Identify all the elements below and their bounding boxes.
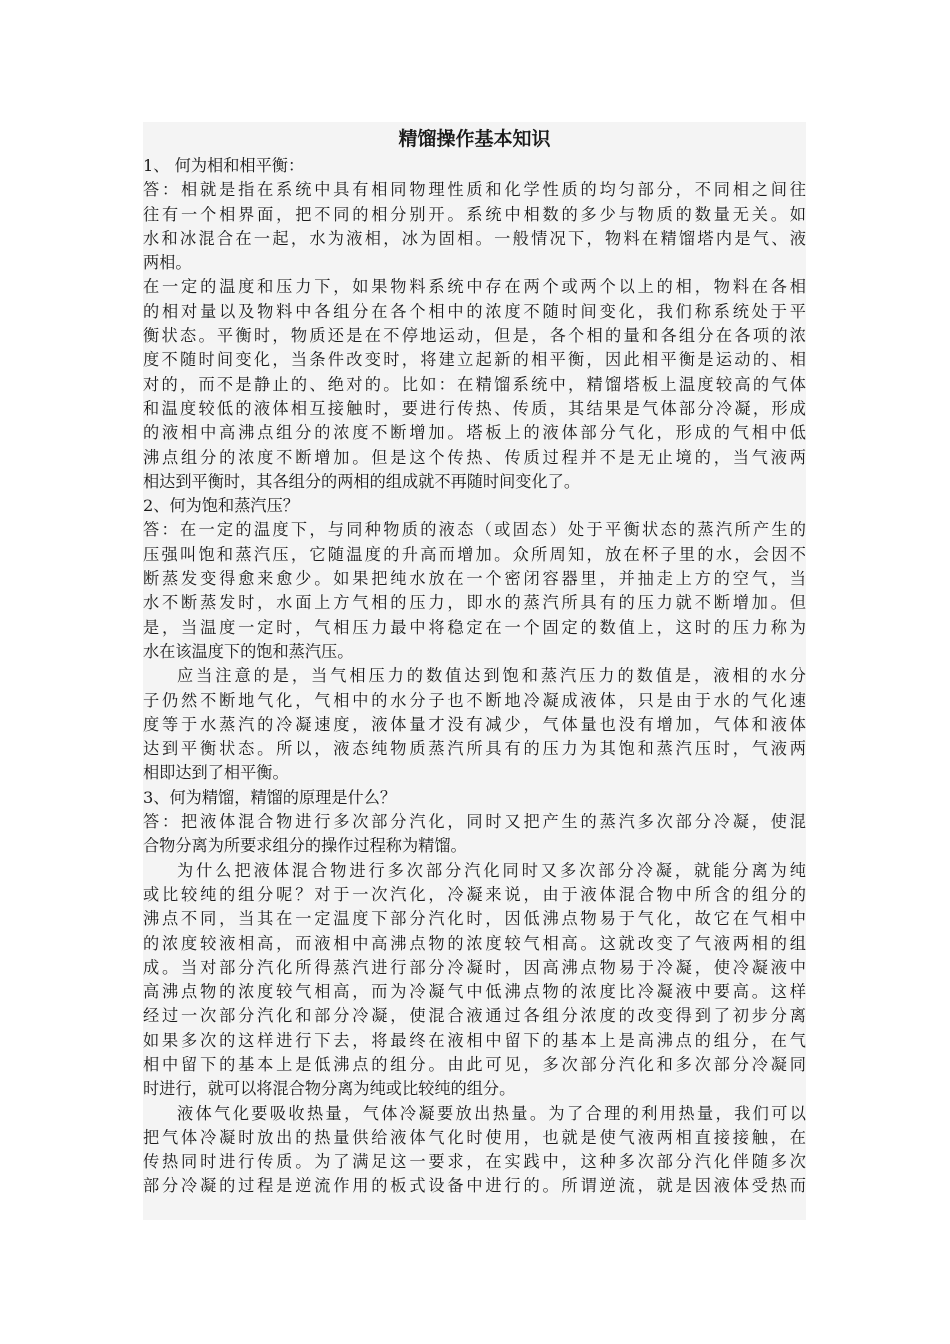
- text-line: 为什么把液体混合物进行多次部分汽化同时又多次部分冷凝，就能分离为纯: [177, 860, 806, 880]
- text-line: 度不随时间变化，当条件改变时，将建立起新的相平衡，因此相平衡是运动的、相: [143, 350, 806, 370]
- text-line: 子仍然不断地气化，气相中的水分子也不断地冷凝成液体，只是由于水的气化速: [143, 690, 806, 710]
- text-line: 2、何为饱和蒸汽压？: [143, 496, 299, 516]
- document-page: [143, 122, 806, 1220]
- text-line: 相即达到了相平衡。: [143, 763, 289, 783]
- document-body: [143, 154, 806, 1199]
- text-line: 两相。: [143, 253, 192, 273]
- text-line: 的液相中高沸点组分的浓度不断增加。塔板上的液体部分气化，形成的气相中低: [143, 423, 806, 443]
- text-line: 传热同时进行传质。为了满足这一要求，在实践中，这种多次部分汽化伴随多次: [143, 1152, 806, 1172]
- text-line: 如果多次的这样进行下去，将最终在液相中留下的基本上是高沸点的组分，在气: [143, 1030, 806, 1050]
- text-line: 的浓度较液相高，而液相中高沸点物的浓度较气相高。这就改变了气液两相的组: [143, 933, 806, 953]
- text-line: 液体气化要吸收热量，气体冷凝要放出热量。为了合理的利用热量，我们可以: [177, 1103, 806, 1123]
- text-line: 和温度较低的液体相互接触时，要进行传热、传质，其结果是气体部分冷凝，形成: [143, 398, 806, 418]
- text-line: 成。当对部分汽化所得蒸汽进行部分冷凝时，因高沸点物易于冷凝，使冷凝液中: [143, 957, 806, 977]
- text-line: 答：把液体混合物进行多次部分汽化，同时又把产生的蒸汽多次部分冷凝，使混: [143, 812, 806, 832]
- text-line: 沸点组分的浓度不断增加。但是这个传热、传质过程并不是无止境的，当气液两: [143, 447, 806, 467]
- text-line: 断蒸发变得愈来愈少。如果把纯水放在一个密闭容器里，并抽走上方的空气，当: [143, 569, 806, 589]
- text-line: 1、 何为相和相平衡：: [143, 156, 305, 175]
- text-line: 对的，而不是静止的、绝对的。比如：在精馏系统中，精馏塔板上温度较高的气体: [143, 374, 806, 394]
- text-line: 相达到平衡时，其各组分的两相的组成就不再随时间变化了。: [143, 471, 581, 491]
- text-line: 达到平衡状态。所以，液态纯物质蒸汽所具有的压力为其饱和蒸汽压时，气液两: [143, 739, 806, 759]
- text-line: 答：在一定的温度下，与同种物质的液态（或固态）处于平衡状态的蒸汽所产生的: [143, 520, 806, 540]
- text-line: 经过一次部分汽化和部分冷凝，使混合液通过各组分浓度的改变得到了初步分离: [143, 1006, 806, 1026]
- text-line: 压强叫饱和蒸汽压，它随温度的升高而增加。众所周知，放在杯子里的水，会因不: [143, 544, 806, 564]
- text-line: 或比较纯的组分呢？对于一次汽化，冷凝来说，由于液体混合物中所含的组分的: [143, 884, 806, 904]
- text-line: 相中留下的基本上是低沸点的组分。由此可见，多次部分汽化和多次部分冷凝同: [143, 1054, 806, 1074]
- text-line: 3、何为精馏，精馏的原理是什么？: [143, 787, 397, 807]
- text-line: 往有一个相界面，把不同的相分别开。系统中相数的多少与物质的数量无关。如: [143, 204, 806, 224]
- document-title: 精馏操作基本知识: [398, 128, 551, 150]
- text-line: 答：相就是指在系统中具有相同物理性质和化学性质的均匀部分，不同相之间往: [143, 180, 806, 200]
- text-line: 度等于水蒸汽的冷凝速度，液体量才没有减少，气体量也没有增加，气体和液体: [143, 714, 806, 734]
- text-line: 应当注意的是，当气相压力的数值达到饱和蒸汽压力的数值是，液相的水分: [177, 666, 806, 686]
- text-line: 部分冷凝的过程是逆流作用的板式设备中进行的。所谓逆流，就是因液体受热而: [143, 1176, 806, 1196]
- text-line: 在一定的温度和压力下，如果物料系统中存在两个或两个以上的相，物料在各相: [143, 277, 806, 297]
- text-line: 的相对量以及物料中各组分在各个相中的浓度不随时间变化，我们称系统处于平: [143, 301, 806, 321]
- text-line: 合物分离为所要求组分的操作过程称为精馏。: [143, 836, 467, 856]
- text-line: 是，当温度一定时，气相压力最中将稳定在一个固定的数值上，这时的压力称为: [143, 617, 806, 637]
- text-line: 水在该温度下的饱和蒸汽压。: [143, 641, 354, 661]
- text-line: 沸点不同，当其在一定温度下部分汽化时，因低沸点物易于气化，故它在气相中: [143, 909, 806, 929]
- text-line: 把气体冷凝时放出的热量供给液体气化时使用，也就是使气液两相直接接触，在: [143, 1127, 806, 1147]
- text-line: 衡状态。平衡时，物质还是在不停地运动，但是，各个相的量和各组分在各项的浓: [143, 326, 806, 346]
- text-line: 高沸点物的浓度较气相高，而为冷凝气中低沸点物的浓度比冷凝液中要高。这样: [143, 982, 806, 1002]
- text-line: 水和冰混合在一起，水为液相，冰为固相。一般情况下，物料在精馏塔内是气、液: [143, 228, 806, 248]
- text-line: 时进行，就可以将混合物分离为纯或比较纯的组分。: [143, 1079, 516, 1099]
- text-line: 水不断蒸发时，水面上方气相的压力，即水的蒸汽所具有的压力就不断增加。但: [143, 593, 806, 613]
